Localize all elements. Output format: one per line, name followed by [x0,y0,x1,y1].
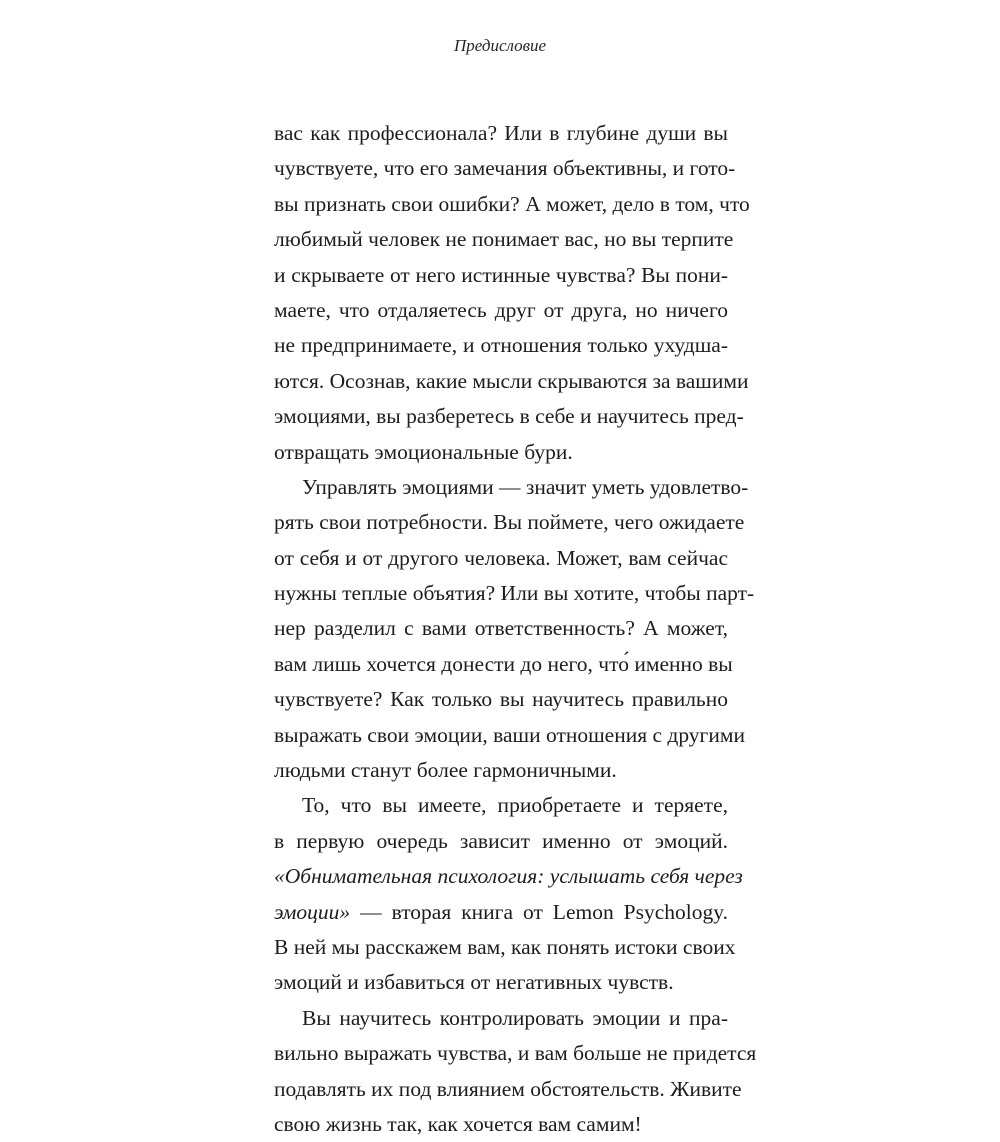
text-line: нужны теплые объятия? Или вы хотите, чтобы парт- [274,581,755,606]
text-line: нер разделил с вами ответственность? А может, [274,616,728,641]
text-line: свою жизнь так, как хочется вам самим! [274,1111,642,1136]
book-title-line: «Обнимательная психология: услышать себя через [274,864,743,889]
paragraph-1 [274,116,750,470]
text-line: Вы научитесь контролировать эмоции и пра- [302,1005,728,1030]
text-line: Управлять эмоциями — значит уметь удовлетво- [302,474,749,499]
text-line: В ней мы расскажем вам, как понять истоки своих [274,934,736,959]
text-line: отвращать эмоциональные бури. [274,439,573,464]
text-line: выражать свои эмоции, ваши отношения с другими [274,722,745,747]
text-line: вильно выражать чувства, и вам больше не придется [274,1041,757,1066]
text-line: вы признать свои ошибки? А может, дело в том, что [274,191,750,216]
text-line: любимый человек не понимает вас, но вы терпите [274,227,734,252]
text-line: и скрываете от него истинные чувства? Вы пони- [274,262,728,287]
body-text [274,116,757,1142]
text-line: в первую очередь зависит именно от эмоций. [274,828,728,853]
running-head: Предисловие [453,36,547,55]
text-line: эмоциями, вы разберетесь в себе и научитесь пред- [274,404,744,429]
text-line: не предпринимаете, и отношения только ухудша- [274,333,728,358]
text-line: чувствуете? Как только вы научитесь правильно [274,687,728,712]
text-line: от себя и от другого человека. Может, вам сейчас [274,545,728,570]
text-line: подавлять их под влиянием обстоятельств. Живите [274,1076,742,1101]
text-fragment: — вторая книга от Lemon Psychology. [350,899,728,924]
text-line: вам лишь хочется донести до него, что́ именно вы [274,651,733,676]
text-line [274,895,728,930]
text-line: людьми станут более гармоничными. [274,758,617,783]
text-line: вас как профессионала? Или в глубине души вы [274,121,728,145]
text-line: То, что вы имеете, приобретаете и теряете, [302,793,728,818]
paragraph-3 [274,788,743,1000]
paragraph-2 [274,470,755,789]
text-line: эмоций и избавиться от негативных чувств. [274,970,674,995]
text-line: ются. Осознав, какие мысли скрываются за вашими [274,368,749,393]
text-line: рять свои потребности. Вы поймете, чего ожидаете [274,510,745,535]
paragraph-4 [274,1001,757,1142]
book-title-end: эмоции» [274,899,351,924]
text-line: маете, что отдаляетесь друг от друга, но ничего [274,297,728,322]
text-line: чувствуете, что его замечания объективны, и гото- [274,156,736,181]
